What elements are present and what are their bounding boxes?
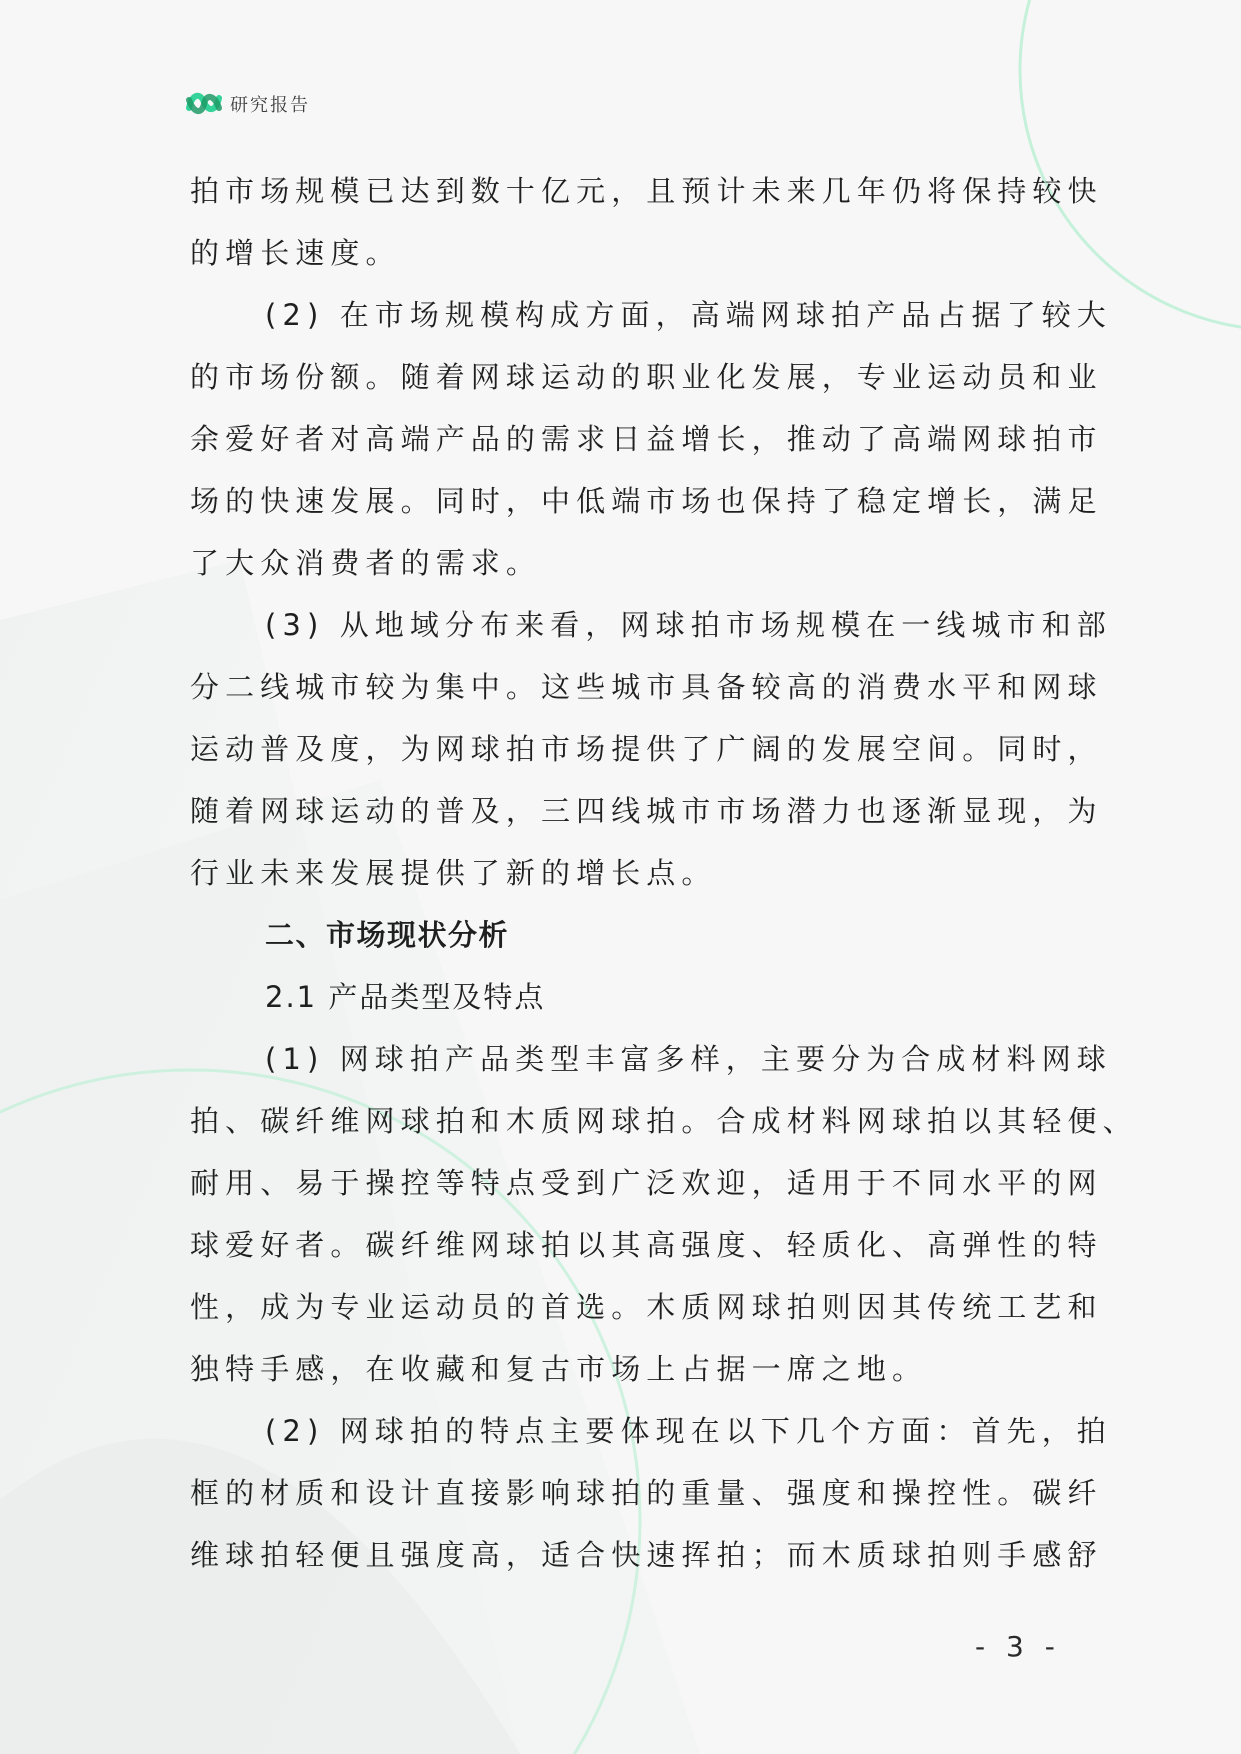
text-line: 行业未来发展提供了新的增长点。 <box>190 856 717 890</box>
text-line: 球爱好者。碳纤维网球拍以其高强度、轻质化、高弹性的特 <box>190 1228 1103 1262</box>
section-heading: 二、市场现状分析 <box>265 918 510 952</box>
paragraph-start: (1) 网球拍产品类型丰富多样，主要分为合成材料网球 <box>265 1042 1112 1076</box>
document-body <box>190 160 1138 1586</box>
subsection-heading: 2.1 产品类型及特点 <box>265 980 546 1014</box>
text-line: 的增长速度。 <box>190 236 401 270</box>
text-line: 运动普及度，为网球拍市场提供了广阔的发展空间。同时， <box>190 732 1103 766</box>
header-title: 研究报告 <box>230 95 310 116</box>
text-line: 性，成为专业运动员的首选。木质网球拍则因其传统工艺和 <box>190 1290 1103 1324</box>
text-line: 场的快速发展。同时，中低端市场也保持了稳定增长，满足 <box>190 484 1103 518</box>
text-line: 随着网球运动的普及，三四线城市市场潜力也逐渐显现，为 <box>190 794 1103 828</box>
header <box>186 86 310 122</box>
paragraph-start: (2) 在市场规模构成方面，高端网球拍产品占据了较大 <box>265 298 1112 332</box>
text-line: 拍、碳纤维网球拍和木质网球拍。合成材料网球拍以其轻便、 <box>190 1104 1138 1138</box>
text-line: 框的材质和设计直接影响球拍的重量、强度和操控性。碳纤 <box>190 1476 1103 1510</box>
brand-logo-icon <box>186 86 222 122</box>
page-number: - 3 - <box>975 1630 1061 1663</box>
text-line: 耐用、易于操控等特点受到广泛欢迎，适用于不同水平的网 <box>190 1166 1103 1200</box>
text-line: 维球拍轻便且强度高，适合快速挥拍；而木质球拍则手感舒 <box>190 1538 1103 1572</box>
text-line: 独特手感，在收藏和复古市场上占据一席之地。 <box>190 1352 928 1386</box>
paragraph-start: (3) 从地域分布来看，网球拍市场规模在一线城市和部 <box>265 608 1112 642</box>
text-line: 的市场份额。随着网球运动的职业化发展，专业运动员和业 <box>190 360 1103 394</box>
text-line: 拍市场规模已达到数十亿元，且预计未来几年仍将保持较快 <box>190 174 1103 208</box>
text-line: 分二线城市较为集中。这些城市具备较高的消费水平和网球 <box>190 670 1103 704</box>
text-line: 余爱好者对高端产品的需求日益增长，推动了高端网球拍市 <box>190 422 1103 456</box>
paragraph-start: (2) 网球拍的特点主要体现在以下几个方面：首先，拍 <box>265 1414 1112 1448</box>
text-line: 了大众消费者的需求。 <box>190 546 542 580</box>
